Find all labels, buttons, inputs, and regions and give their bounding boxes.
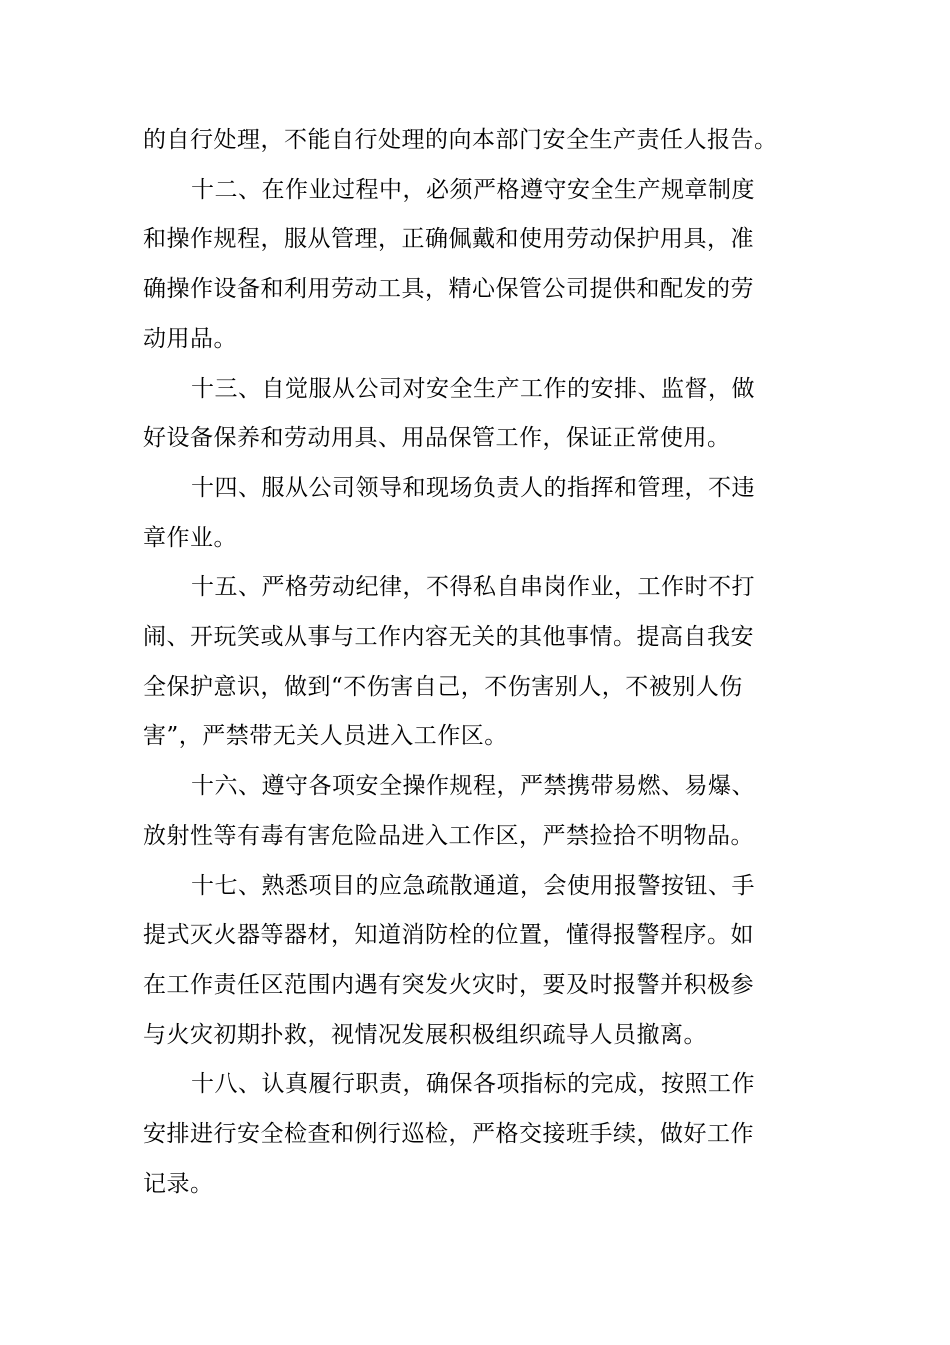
text-line: 确操作设备和利用劳动工具，精心保管公司提供和配发的劳 — [143, 276, 754, 303]
paragraph-item-16 — [143, 762, 755, 861]
paragraph-item-13 — [143, 365, 755, 464]
text-line: 安排进行安全检查和例行巡检，严格交接班手续，做好工作 — [143, 1121, 754, 1148]
text-line: 十七、熟悉项目的应急疏散通道，会使用报警按钮、手 — [191, 872, 755, 899]
paragraph-item-15 — [143, 563, 755, 762]
text-line: 十四、服从公司领导和现场负责人的指挥和管理，不违 — [191, 474, 755, 501]
text-line: 闹、开玩笑或从事与工作内容无关的其他事情。提高自我安 — [143, 624, 754, 651]
paragraph-continuation — [143, 116, 778, 166]
document-body — [143, 116, 778, 1209]
paragraph-item-12 — [143, 166, 755, 365]
text-line: 提式灭火器等器材，知道消防栓的位置，懂得报警程序。如 — [143, 922, 754, 949]
text-line: 十二、在作业过程中，必须严格遵守安全生产规章制度 — [191, 176, 755, 203]
text-line: 动用品。 — [143, 325, 237, 352]
text-line: 和操作规程，服从管理，正确佩戴和使用劳动保护用具，准 — [143, 226, 754, 253]
text-line: 全保护意识，做到“不伤害自己，不伤害别人，不被别人伤 — [143, 673, 743, 700]
text-line: 放射性等有毒有害危险品进入工作区，严禁捡拾不明物品。 — [143, 822, 754, 849]
text-line: 好设备保养和劳动用具、用品保管工作，保证正常使用。 — [143, 425, 731, 452]
text-line: 在工作责任区范围内遇有突发火灾时，要及时报警并积极参 — [143, 971, 754, 998]
text-line: 十五、严格劳动纪律，不得私自串岗作业，工作时不打 — [191, 574, 755, 601]
paragraph-item-17 — [143, 862, 755, 1061]
paragraph-item-18 — [143, 1060, 755, 1209]
text-line: 十六、遵守各项安全操作规程，严禁携带易燃、易爆、 — [191, 773, 755, 800]
text-line: 十八、认真履行职责，确保各项指标的完成，按照工作 — [191, 1071, 755, 1098]
text-line: 章作业。 — [143, 524, 237, 551]
text-line: 与火灾初期扑救，视情况发展积极组织疏导人员撤离。 — [143, 1021, 707, 1048]
text-line: 十三、自觉服从公司对安全生产工作的安排、监督，做 — [191, 375, 755, 402]
text-line: 记录。 — [143, 1170, 214, 1197]
text-line: 害”，严禁带无关人员进入工作区。 — [143, 723, 508, 750]
paragraph-item-14 — [143, 464, 755, 563]
text-line: 的自行处理，不能自行处理的向本部门安全生产责任人报告。 — [143, 127, 778, 153]
